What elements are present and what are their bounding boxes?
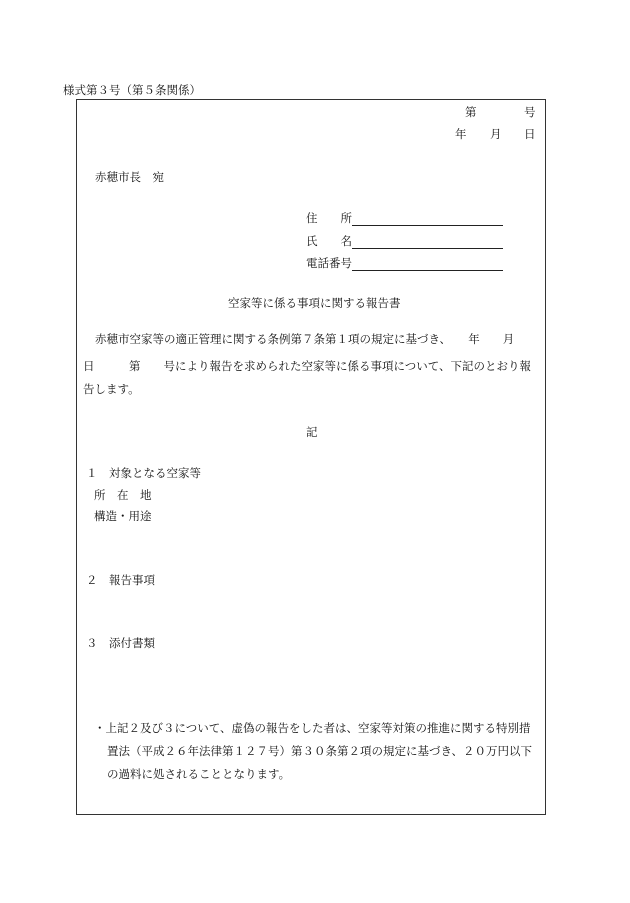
intro-line-3: 告します。 (83, 382, 140, 396)
note-line-1: ・上記２及び３について、虚偽の報告をした者は、空家等対策の推進に関する特別措 (94, 721, 531, 735)
note-line-2: 置法（平成２６年法律第１２７号）第３０条第２項の規定に基づき、２０万円以下 (107, 744, 533, 758)
phone-line (352, 257, 503, 271)
section1-heading: １ 対象となる空家等 (86, 466, 201, 480)
doc-number-dai: 第 (465, 105, 477, 119)
note-line-3: の過料に処されることとなります。 (107, 767, 291, 781)
form-frame (76, 99, 546, 815)
form-header: 様式第３号（第５条関係） (63, 83, 201, 97)
name-field (306, 233, 503, 249)
date-day: 日 (524, 127, 536, 141)
addressee: 赤穂市長 宛 (95, 170, 164, 184)
document-title: 空家等に係る事項に関する報告書 (228, 296, 401, 310)
section1-structure-label: 構造・用途 (94, 509, 152, 523)
phone-label: 電話番号 (306, 256, 352, 270)
doc-number-go: 号 (524, 105, 536, 119)
address-label: 住 所 (306, 211, 352, 225)
address-field (306, 210, 503, 226)
date-month: 月 (490, 127, 502, 141)
section2-heading: ２ 報告事項 (86, 573, 155, 587)
name-label: 氏 名 (306, 234, 352, 248)
section1-location-label: 所 在 地 (94, 488, 152, 502)
intro-line-1: 赤穂市空家等の適正管理に関する条例第７条第１項の規定に基づき、 年 月 (95, 332, 515, 346)
section3-heading: ３ 添付書類 (86, 636, 155, 650)
address-line (352, 212, 503, 226)
date-year: 年 (455, 127, 467, 141)
intro-line-2: 日 第 号により報告を求められた空家等に係る事項について、下記のとおり報 (83, 359, 532, 373)
name-line (352, 235, 503, 249)
ki-heading: 記 (306, 425, 318, 439)
phone-field (306, 255, 503, 271)
